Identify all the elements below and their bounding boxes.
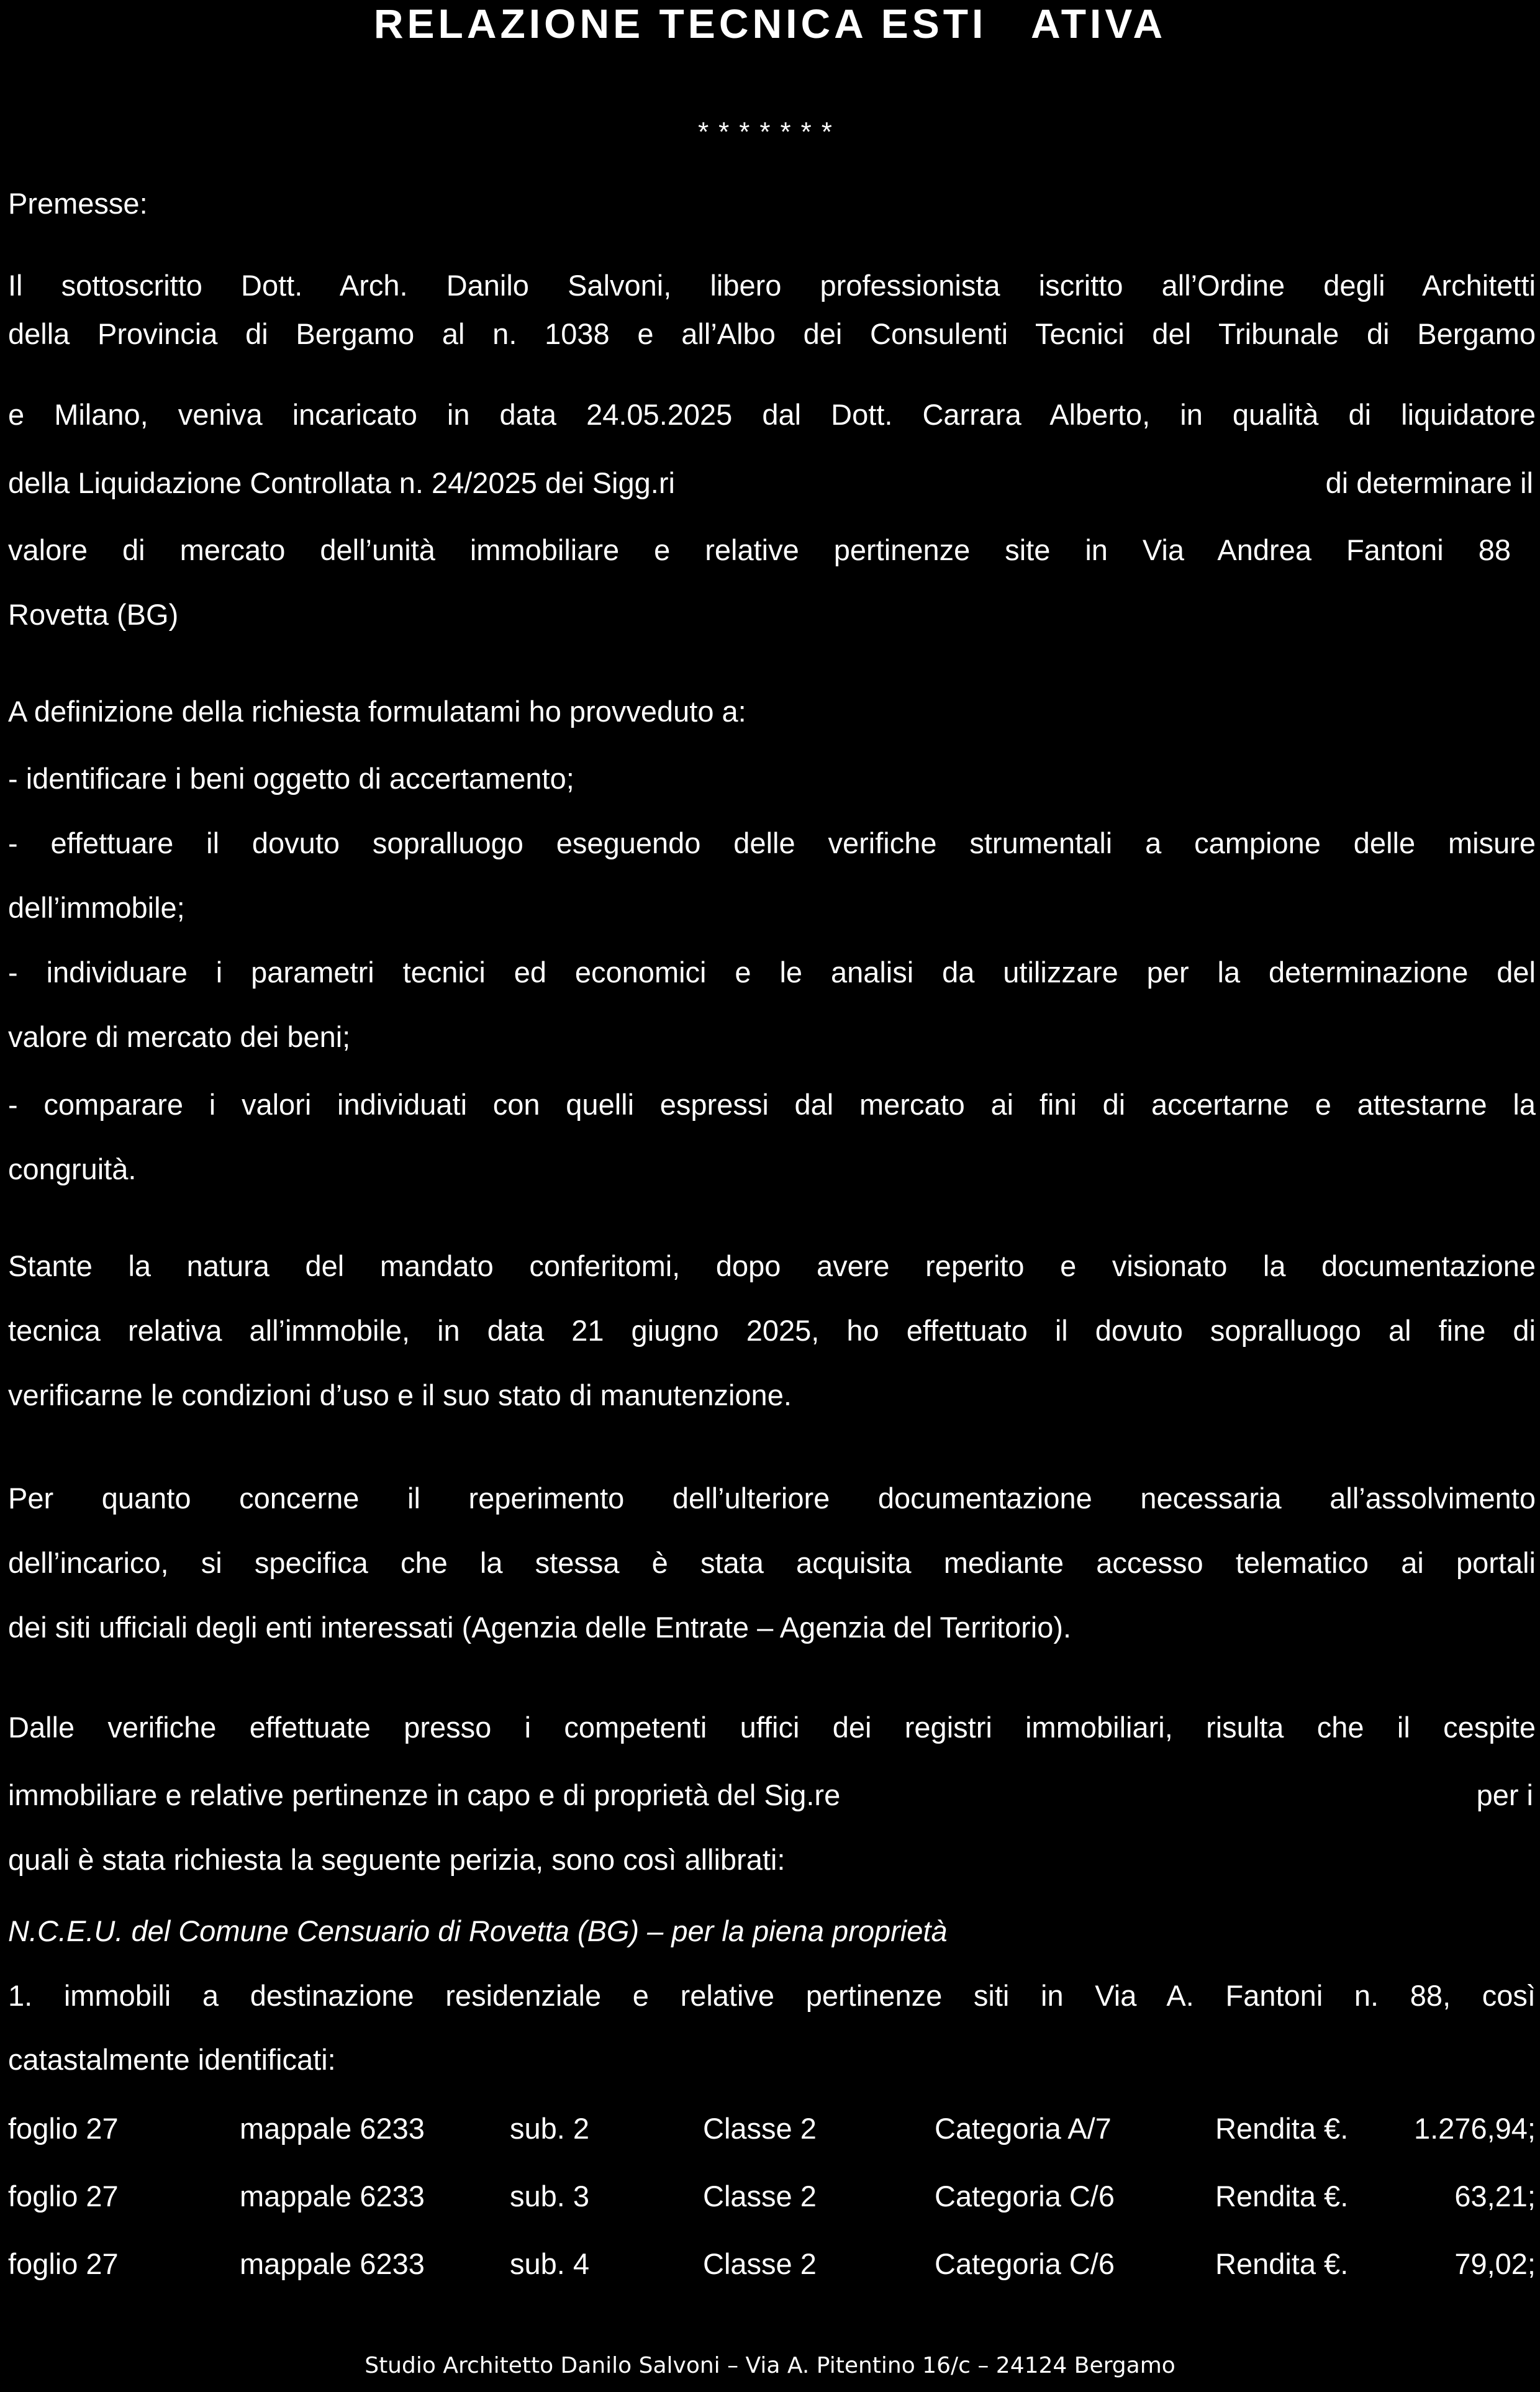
paragraph-3-line-2: tecnica relativa all’immobile, in data 21 giugno 2025, ho effettuato il dovuto sopralluogo al fine di (8, 1314, 1536, 1347)
rendita-value-cell: 63,21; (1454, 2180, 1536, 2213)
categoria-cell: Categoria C/6 (935, 2180, 1115, 2213)
separator-stars: ******* (698, 117, 842, 147)
paragraph-4-line-3: dei siti ufficiali degli enti interessati (Agenzia delle Entrate – Agenzia del Territorio). (8, 1611, 1072, 1644)
paragraph-5-line-3: quali è stata richiesta la seguente perizia, sono così allibrati: (8, 1843, 786, 1876)
list-item-2-line-1: - effettuare il dovuto sopralluogo eseguendo delle verifiche strumentali a campione delle misure (8, 827, 1536, 859)
paragraph-4-line-1: Per quanto concerne il reperimento dell’ulteriore documentazione necessaria all’assolvimento (8, 1482, 1536, 1515)
sub-cell: sub. 2 (510, 2112, 590, 2145)
mappale-cell: mappale 6233 (240, 2247, 425, 2280)
list-item-3-line-2: valore di mercato dei beni; (8, 1020, 351, 1053)
document-title: RELAZIONE TECNICA ESTI ATIVA (373, 1, 1167, 47)
paragraph-4-line-2: dell’incarico, si specifica che la stessa è stata acquisita mediante accesso telematico ai portali (8, 1546, 1536, 1579)
foglio-cell: foglio 27 (8, 2180, 119, 2213)
rendita-label-cell: Rendita €. (1215, 2112, 1349, 2145)
sub-cell: sub. 4 (510, 2247, 590, 2280)
paragraph-1-line-3: e Milano, veniva incaricato in data 24.05.2025 dal Dott. Carrara Alberto, in qualità di liquidatore (8, 398, 1536, 431)
paragraph-5-line-1: Dalle verifiche effettuate presso i competenti uffici dei registri immobiliari, risulta che il cespite (8, 1711, 1536, 1744)
paragraph-1-line-4: della Liquidazione Controllata n. 24/2025 dei Sigg.ri (8, 466, 675, 499)
mappale-cell: mappale 6233 (240, 2112, 425, 2145)
classe-cell: Classe 2 (703, 2247, 817, 2280)
categoria-cell: Categoria C/6 (935, 2247, 1115, 2280)
paragraph-3-line-1: Stante la natura del mandato conferitomi, dopo avere reperito e visionato la documentazione (8, 1249, 1536, 1282)
rendita-value-cell: 1.276,94; (1413, 2112, 1536, 2145)
page-footer: Studio Architetto Danilo Salvoni – Via A. Pitentino 16/c – 24124 Bergamo (365, 2353, 1175, 2378)
list-item-2-line-2: dell’immobile; (8, 891, 185, 924)
paragraph-1-line-1: Il sottoscritto Dott. Arch. Danilo Salvoni, libero professionista iscritto all’Ordine degli Architetti (8, 269, 1536, 302)
classe-cell: Classe 2 (703, 2180, 817, 2213)
nceu-heading: N.C.E.U. del Comune Censuario di Rovetta (BG) – per la piena proprietà (8, 1914, 948, 1947)
paragraph-2-intro: A definizione della richiesta formulatami ho provveduto a: (8, 695, 746, 728)
list-item-4-line-1: - comparare i valori individuati con quelli espressi dal mercato ai fini di accertarne e attestarne la (8, 1088, 1536, 1121)
paragraph-1-line-6: Rovetta (BG) (8, 598, 179, 631)
rendita-label-cell: Rendita €. (1215, 2247, 1349, 2280)
paragraph-1-line-4-tail: di determinare il (1325, 466, 1533, 499)
foglio-cell: foglio 27 (8, 2112, 119, 2145)
rendita-value-cell: 79,02; (1454, 2247, 1536, 2280)
cadastre-row (8, 2247, 1536, 2281)
list-item-4-line-2: congruità. (8, 1153, 137, 1185)
paragraph-1-line-5: valore di mercato dell’unità immobiliare e relative pertinenze site in Via Andrea Fantoni 88 (8, 533, 1511, 566)
item-1-line-1: 1. immobili a destinazione residenziale e relative pertinenze siti in Via A. Fantoni n. 88, così (8, 1979, 1536, 2012)
list-item-3-line-1: - individuare i parametri tecnici ed economici e le analisi da utilizzare per la determinazione del (8, 956, 1536, 989)
mappale-cell: mappale 6233 (240, 2180, 425, 2213)
foglio-cell: foglio 27 (8, 2247, 119, 2280)
sub-cell: sub. 3 (510, 2180, 590, 2213)
classe-cell: Classe 2 (703, 2112, 817, 2145)
rendita-label-cell: Rendita €. (1215, 2180, 1349, 2213)
cadastre-row (8, 2111, 1536, 2146)
categoria-cell: Categoria A/7 (935, 2112, 1112, 2145)
paragraph-5-line-2: immobiliare e relative pertinenze in capo e di proprietà del Sig.re (8, 1778, 841, 1811)
paragraph-3-line-3: verificarne le condizioni d’uso e il suo stato di manutenzione. (8, 1379, 792, 1411)
paragraph-1-line-2: della Provincia di Bergamo al n. 1038 e all’Albo dei Consulenti Tecnici del Tribunale di Bergamo (8, 317, 1536, 350)
cadastre-row (8, 2179, 1536, 2214)
paragraph-5-line-2-tail: per i (1476, 1778, 1533, 1811)
item-1-line-2: catastalmente identificati: (8, 2043, 336, 2076)
list-item-1: - identificare i beni oggetto di accertamento; (8, 762, 574, 795)
section-heading: Premesse: (8, 187, 148, 220)
